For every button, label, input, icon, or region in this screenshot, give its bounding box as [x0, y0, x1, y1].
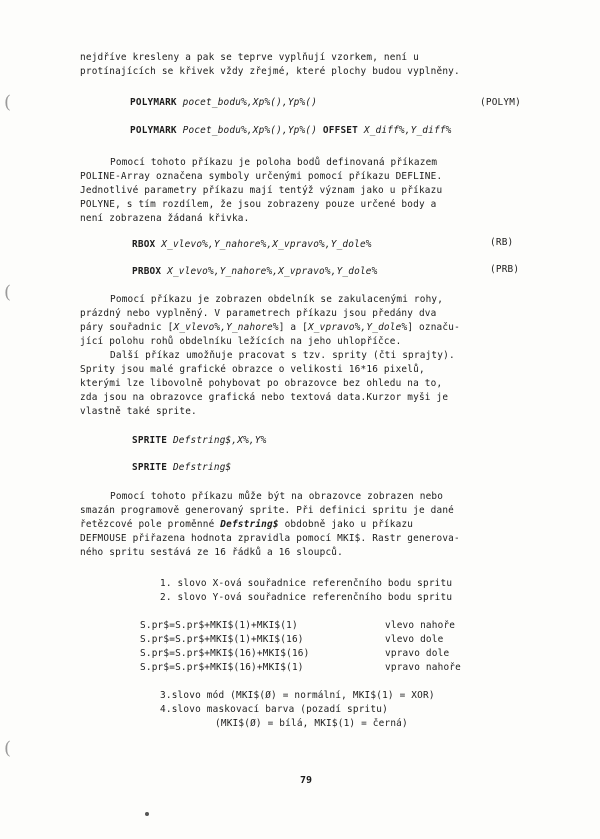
code-comment: vpravo nahoře [385, 662, 461, 673]
text-fragment: X_vpravo%,Y_dole% [307, 322, 408, 333]
code-comment: vlevo nahoře [385, 620, 456, 631]
text-fragment: obdobně jako u příkazu [278, 519, 414, 530]
list-item: (MKI$(Ø) = bílá, MKI$(1) = černá) [215, 718, 408, 729]
list-item: 4.slovo maskovací barva (pozadí spritu) [160, 704, 388, 715]
text-line: jící polohu rohů obdelníku ležících na jeho uhlopříčce. [80, 336, 402, 347]
text-line [80, 322, 460, 334]
command-args: pocet_bodu%,Xp%(),Yp%() [182, 97, 318, 108]
text-line: prázdný nebo vyplněný. V parametrech příkazu jsou předány dva [80, 308, 437, 319]
command-keyword: SPRITE [132, 435, 168, 446]
command-line [132, 239, 372, 251]
list-item: 3.slovo mód (MKI$(Ø) = normální, MKI$(1) = XOR) [160, 690, 435, 701]
command-keyword: POLYMARK [130, 125, 177, 136]
text-fragment: X_vlevo%,Y_nahore% [173, 322, 279, 333]
code-line: S.pr$=S.pr$+MKI$(1)+MKI$(1) [140, 620, 298, 631]
text-line: Pomocí tohoto příkazu je poloha bodů definovaná příkazem [110, 157, 438, 168]
text-line: nejdříve kresleny a pak se teprve vyplňují vzorkem, není u [80, 52, 419, 63]
command-keyword: SPRITE [132, 462, 168, 473]
margin-bracket-mark: ( [4, 92, 12, 113]
code-comment: vlevo dole [385, 634, 444, 645]
margin-bracket-mark: ( [4, 738, 12, 759]
text-fragment: páry souřadnic [ [80, 322, 174, 333]
list-item: 2. slovo Y-ová souřadnice referenčního bodu spritu [160, 592, 453, 603]
command-line [132, 266, 378, 278]
code-line: S.pr$=S.pr$+MKI$(1)+MKI$(16) [140, 634, 304, 645]
text-fragment: řetězcové pole proměnné [80, 519, 221, 530]
text-line: ného spritu sestává ze 16 řádků a 16 sloupců. [80, 547, 343, 558]
text-line: vlastně také sprite. [80, 406, 197, 417]
command-line [130, 97, 317, 109]
code-line: S.pr$=S.pr$+MKI$(16)+MKI$(1) [140, 662, 304, 673]
scan-speck [145, 812, 149, 816]
list-item: 1. slovo X-ová souřadnice referenčního bodu spritu [160, 578, 453, 589]
text-line: smazán programově generovaný sprite. Při definici spritu je dané [80, 505, 455, 516]
text-fragment: ] označu- [407, 322, 460, 333]
command-line [132, 462, 231, 474]
text-line: Sprity jsou malé grafické obrazce o velikosti 16*16 pixelů, [80, 364, 425, 375]
command-keyword: PRBOX [132, 266, 162, 277]
command-args: Pocet_bodu%,Xp%(),Yp%() [182, 125, 318, 136]
text-line: Pomocí tohoto příkazu může být na obrazovce zobrazen nebo [110, 491, 444, 502]
text-fragment: Defstring$ [220, 519, 279, 530]
text-line: kterými lze libovolně pohybovat po obrazovce bez ohledu na to, [80, 378, 443, 389]
command-keyword: RBOX [132, 239, 156, 250]
text-line: Jednotlivé parametry příkazu mají tentýž význam jako u příkazu [80, 185, 443, 196]
margin-bracket-mark: ( [4, 282, 12, 303]
text-line [80, 519, 413, 531]
text-fragment: ] a [ [278, 322, 308, 333]
command-abbreviation: (POLYM) [480, 97, 521, 108]
text-line: protínajících se křivek vždy zřejmé, které plochy budou vyplněny. [80, 66, 460, 77]
text-line: POLYNE, s tím rozdílem, že jsou zobrazeny pouze určené body a [80, 199, 437, 210]
command-abbreviation: (PRB) [490, 264, 520, 275]
text-line: není zobrazena žádaná křivka. [80, 213, 250, 224]
command-line [130, 125, 452, 137]
command-line [132, 435, 266, 447]
command-keyword: OFFSET [322, 125, 358, 136]
command-args: X_vlevo%,Y_nahore%,X_vpravo%,Y_dole% [167, 266, 378, 277]
command-args: X_diff%,Y_diff% [363, 125, 452, 136]
text-line: POLINE-Array označena symboly určenými pomocí příkazu DEFLINE. [80, 171, 443, 182]
text-line: DEFMOUSE přiřazena hodnota zpravidla pomocí MKI$. Rastr generova- [80, 533, 460, 544]
command-keyword: POLYMARK [130, 97, 177, 108]
code-line: S.pr$=S.pr$+MKI$(16)+MKI$(16) [140, 648, 310, 659]
code-comment: vpravo dole [385, 648, 450, 659]
command-args: X_vlevo%,Y_nahore%,X_vpravo%,Y_dole% [161, 239, 372, 250]
page-number: 79 [300, 775, 313, 786]
text-line: zda jsou na obrazovce grafická nebo textová data.Kurzor myši je [80, 392, 449, 403]
command-args: Defstring$,X%,Y% [172, 435, 267, 446]
text-line: Další příkaz umožňuje pracovat s tzv. sprity (čti sprajty). [110, 350, 455, 361]
text-line: Pomocí příkazu je zobrazen obdelník se zakulacenými rohy, [110, 294, 444, 305]
command-abbreviation: (RB) [490, 237, 514, 248]
command-args: Defstring$ [172, 462, 232, 473]
